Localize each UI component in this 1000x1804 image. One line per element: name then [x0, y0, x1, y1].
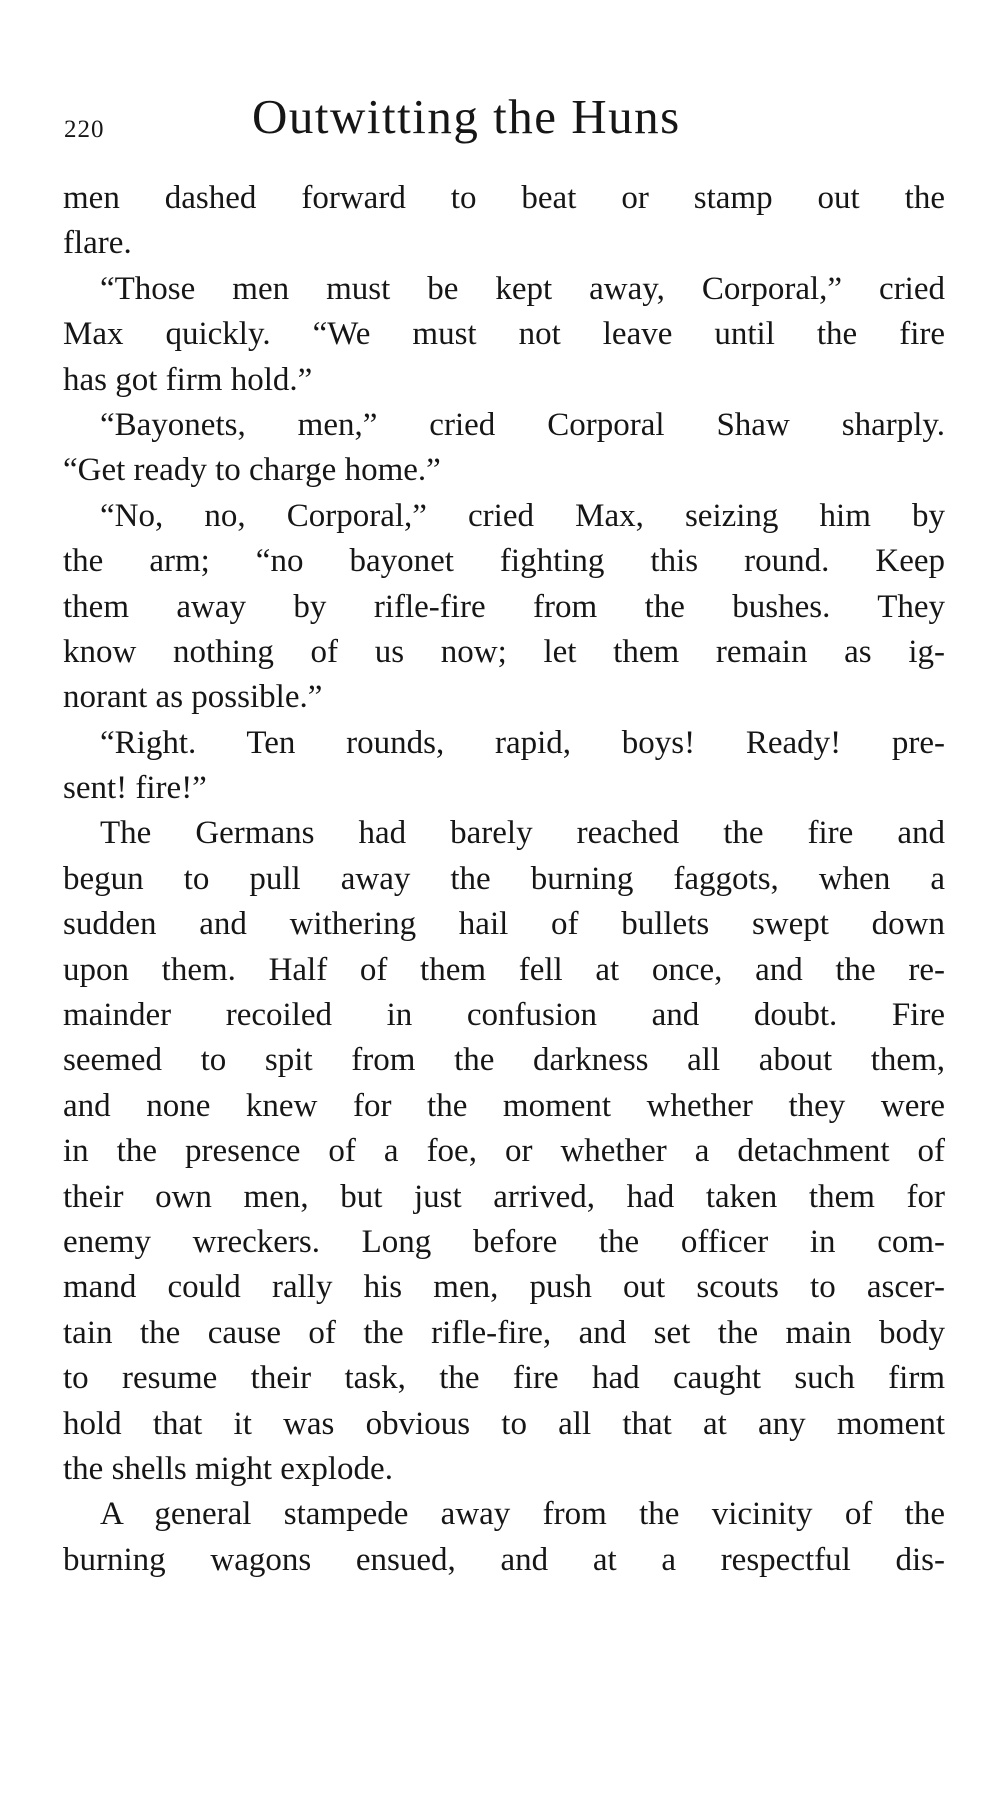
text-line: “Right. Ten rounds, rapid, boys! Ready! pre- — [100, 724, 945, 761]
text-line: “Those men must be kept away, Corporal,” cried — [100, 270, 945, 307]
text-line: sudden and withering hail of bullets swept down — [63, 906, 945, 943]
paragraph — [63, 494, 945, 721]
text-line: “No, no, Corporal,” cried Max, seizing him by — [100, 497, 945, 534]
text-line: seemed to spit from the darkness all about them, — [63, 1042, 945, 1079]
text-line: begun to pull away the burning faggots, when a — [63, 860, 945, 897]
text-line: burning wagons ensued, and at a respectful dis- — [63, 1541, 945, 1578]
text-line: in the presence of a foe, or whether a detachment of — [63, 1133, 945, 1170]
text-line: “Bayonets, men,” cried Corporal Shaw sharply. — [100, 406, 945, 443]
text-line: flare. — [63, 225, 132, 262]
page-number: 220 — [64, 116, 105, 143]
paragraph — [63, 721, 945, 812]
text-line: know nothing of us now; let them remain as ig- — [63, 633, 945, 670]
text-line: The Germans had barely reached the fire and — [100, 815, 945, 852]
running-title: Outwitting the Huns — [252, 89, 681, 144]
text-line: mand could rally his men, push out scouts to ascer- — [63, 1269, 945, 1306]
body-text — [63, 176, 945, 1583]
text-line: sent! fire!” — [63, 770, 207, 807]
text-line: A general stampede away from the vicinity of the — [100, 1496, 945, 1533]
text-line: them away by rifle-fire from the bushes. They — [63, 588, 945, 625]
running-head — [64, 88, 944, 158]
paragraph — [63, 267, 945, 403]
text-line: men dashed forward to beat or stamp out the — [63, 180, 945, 216]
text-line: to resume their task, the fire had caught such firm — [63, 1360, 945, 1397]
text-line: has got firm hold.” — [63, 361, 313, 398]
text-line: hold that it was obvious to all that at any moment — [63, 1405, 945, 1442]
text-line: enemy wreckers. Long before the officer in com- — [63, 1223, 945, 1260]
paragraph — [63, 811, 945, 1492]
text-line: “Get ready to charge home.” — [63, 452, 441, 489]
text-line: norant as possible.” — [63, 679, 323, 716]
text-line: and none knew for the moment whether they were — [63, 1087, 945, 1124]
text-line: tain the cause of the rifle-fire, and set the main body — [63, 1314, 945, 1351]
text-line: Max quickly. “We must not leave until the fire — [63, 316, 945, 353]
text-line: their own men, but just arrived, had taken them for — [63, 1178, 945, 1215]
text-line: the shells might explode. — [63, 1450, 393, 1487]
paragraph — [63, 403, 945, 494]
paragraph — [63, 176, 945, 267]
text-line: the arm; “no bayonet fighting this round. Keep — [63, 543, 945, 580]
text-line: mainder recoiled in confusion and doubt. Fire — [63, 997, 945, 1034]
text-line: upon them. Half of them fell at once, and the re- — [63, 951, 945, 988]
paragraph — [63, 1492, 945, 1583]
